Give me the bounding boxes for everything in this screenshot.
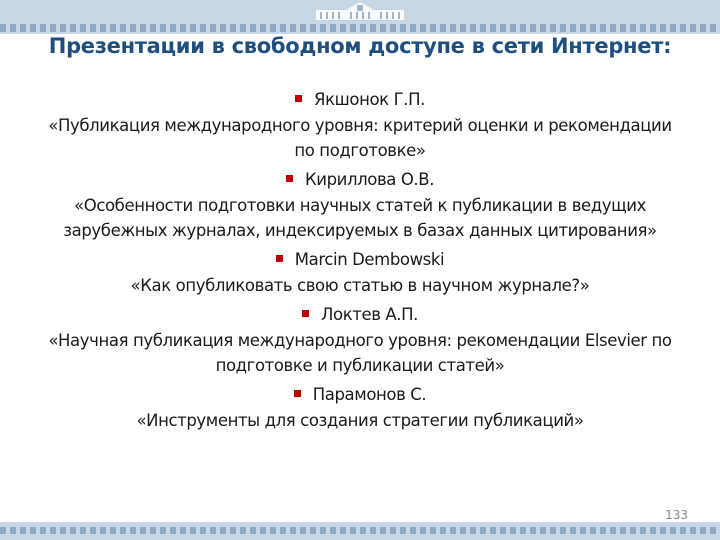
bullet-icon — [286, 175, 293, 182]
footer-band — [0, 522, 720, 540]
work-title: «Особенности подготовки научных статей к публикации в ведущих зарубежных журналах, индексируемых в базах данных цитирования» — [63, 196, 657, 240]
bullet-icon — [294, 390, 301, 397]
author-name: Marcin Dembowski — [294, 250, 445, 269]
author-line — [40, 301, 680, 328]
work-title: «Научная публикация международного уровня: рекомендации Elsevier по подготовке и публикации статей» — [48, 331, 672, 375]
slide-title: Презентации в свободном доступе в сети Интернет: — [48, 34, 672, 58]
list-item — [40, 166, 680, 243]
author-name: Якшонок Г.П. — [314, 90, 425, 109]
list-item — [40, 381, 680, 433]
list-item — [40, 246, 680, 298]
bullet-icon — [295, 95, 302, 102]
header-band — [0, 0, 720, 34]
bullet-icon — [302, 310, 309, 317]
work-title: «Инструменты для создания стратегии публикаций» — [136, 411, 584, 430]
author-name: Кириллова О.В. — [304, 170, 435, 189]
author-line — [40, 86, 680, 113]
author-line — [40, 246, 680, 273]
building-emblem-icon — [306, 0, 414, 22]
author-line — [40, 381, 680, 408]
greek-key-border — [0, 527, 720, 534]
author-name: Парамонов С. — [312, 385, 427, 404]
work-title: «Как опубликовать свою статью в научном журнале?» — [130, 276, 590, 295]
greek-key-border — [0, 24, 720, 32]
bullet-icon — [276, 255, 283, 262]
author-line — [40, 166, 680, 193]
presentation-list — [40, 86, 680, 436]
work-title: «Публикация международного уровня: критерий оценки и рекомендации по подготовке» — [48, 116, 672, 160]
list-item — [40, 301, 680, 378]
list-item — [40, 86, 680, 163]
author-name: Локтев А.П. — [321, 305, 418, 324]
page-number: 133 — [665, 508, 688, 522]
